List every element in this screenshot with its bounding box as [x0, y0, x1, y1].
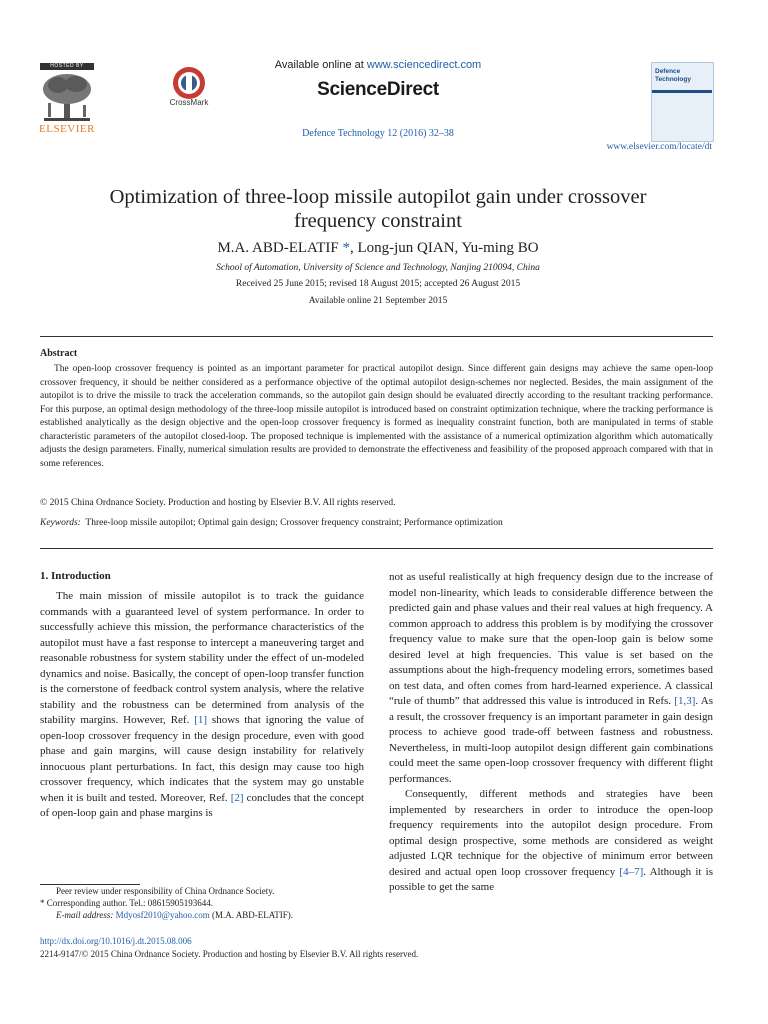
- sciencedirect-logo: ScienceDirect: [317, 79, 439, 100]
- intro-text-1a: The main mission of missile autopilot is to track the guidance commands with a guaranteed level of system performance. In order to successfully achieve this mission, the performance characteristics of the autopilot must have a fast response to intercept a maneuvering target and reasonable robustness for system stability under the effect of un-modeled dynamics and noise. Basically, the concept of open-loop transfer function is the cornerstone of feedback control system analysis, where the relative stability and the robustness can be determined from analysis of the stability margins. However, Ref.: [40, 590, 364, 726]
- citation-link[interactable]: [1,3]: [674, 695, 696, 707]
- paper-title: Optimization of three-loop missile autopilot gain under crossover frequency constraint: [109, 186, 647, 232]
- sciencedirect-link[interactable]: www.sciencedirect.com: [366, 59, 482, 71]
- abstract-copyright: © 2015 China Ordnance Society. Production and hosting by Elsevier B.V. All rights reserved.: [40, 498, 396, 508]
- affiliation: School of Automation, University of Science and Technology, Nanjing 210094, China: [216, 263, 540, 273]
- email-label: E-mail address:: [56, 910, 116, 920]
- abstract-heading: Abstract: [40, 348, 78, 359]
- footnote-email: [40, 910, 364, 922]
- intro-text-3b: . Although it is possible to get the same: [389, 865, 713, 893]
- received-dates: Received 25 June 2015; revised 18 August 2015; accepted 26 August 2015: [235, 279, 521, 289]
- authors-first: M.A. ABD-ELATIF: [217, 240, 343, 256]
- available-prefix: Available online at: [274, 59, 367, 71]
- keywords-list: Three-loop missile autopilot; Optimal gain design; Crossover frequency constraint; Performance optimization: [85, 518, 503, 528]
- journal-homepage-link[interactable]: www.elsevier.com/locate/dt: [606, 142, 712, 152]
- journal-reference[interactable]: Defence Technology 12 (2016) 32–38: [302, 128, 454, 139]
- keywords: [40, 518, 713, 528]
- intro-text-2a: not as useful realistically at high frequency design due to the increase of model non-linearity, which leads to considerable difference between the predicted gain and phase values and their real values at high frequency. A common approach to address this problem is by modifying the crossover frequency value to make sure that the open-loop gain is below some desired level at high frequencies. This value is set based on the assumptions about the high-frequency modeling errors, sometimes based on test data, and often comes from hard-learned experience. A classical “rule of thumb” that addressed this value is introduced in Refs.: [389, 571, 713, 707]
- intro-text-1b: shows that ignoring the value of open-loop crossover frequency in the design procedure, even with good phase and gain margins, will cause design instability for relatively innocuous plant perturbations. In fact, this design may cause too high crossover frequency, which indicates that the system may go unstable when it is built and tested. Moreover, Ref.: [40, 714, 364, 804]
- left-column: [40, 570, 364, 822]
- footnote-peer-review: Peer review under responsibility of China Ordnance Society.: [56, 886, 275, 896]
- intro-text-1c: concludes that the concept of open-loop gain and phase margins is: [40, 791, 364, 819]
- divider-bottom: [40, 548, 713, 549]
- keywords-label: Keywords:: [40, 518, 81, 528]
- corresponding-author-mark[interactable]: *: [342, 240, 350, 256]
- author-list: [100, 240, 656, 257]
- available-online-date: Available online 21 September 2015: [308, 296, 448, 306]
- footnote-rule: [40, 884, 140, 885]
- elsevier-tree-logo: [40, 71, 94, 123]
- citation-link[interactable]: [2]: [230, 791, 244, 804]
- right-column: [389, 570, 713, 896]
- doi-link[interactable]: http://dx.doi.org/10.1016/j.dt.2015.08.006: [40, 936, 192, 946]
- section-heading-introduction: 1. Introduction: [40, 570, 111, 582]
- cover-band: [652, 90, 712, 93]
- elsevier-logo-text: ELSEVIER: [39, 123, 95, 135]
- crossmark-label: CrossMark: [169, 98, 209, 107]
- email-link[interactable]: Mdyosf2010@yahoo.com: [115, 910, 210, 920]
- email-suffix: (M.A. ABD-ELATIF).: [209, 910, 293, 920]
- intro-text-3a: Consequently, different methods and strategies have been implemented by researchers in order to introduce the open-loop frequency requirements into the autopilot design procedure. From optimal design prospective, some methods are considered as weight adjusted LQR technique for the objective of minimum error between desired and actual open loop crossover frequency: [389, 788, 713, 878]
- intro-text-2b: . As a result, the crossover frequency is an important parameter in gain design process to achieve good trade-off between fastness and robustness. Nevertheless, in multi-loop autopilot design different gain combinations could meet the same open-loop crossover frequency with different flight performances.: [389, 695, 713, 785]
- abstract-body: The open-loop crossover frequency is pointed as an important parameter for practical autopilot design. Since different gain designs may achieve the same open-loop crossover frequency, it should be neither considered as a performance objective of the optimal autopilot design-schemes nor neglected. Besides, the main assignment of the autopilot is to drive the missile to track the acceleration commands, so the autopilot gain design should be evaluated directly according to the resultant tracking performance. For this purpose, an optimal design methodology of the three-loop missile autopilot is introduced based on constraint optimization technique, where the tracking performance is established analytically as the design objective and the open-loop crossover frequency is formed as inequality constraint function, both are manipulated in terms of stable characteristic parameters of the autopilot closed-loop. The proposed technique is implemented with the assistance of a numerical optimization algorithm which automatically adjusts the design parameters. Finally, numerical simulation results are provided to demonstrate the effectiveness and feasibility of the proposed approach compared with that in some references.: [40, 364, 713, 469]
- citation-link[interactable]: [4–7]: [619, 865, 644, 878]
- issn-copyright: 2214-9147/© 2015 China Ordnance Society. Production and hosting by Elsevier B.V. All rights reserved.: [40, 949, 419, 959]
- available-online: [230, 59, 526, 71]
- footnote-corresponding: * Corresponding author. Tel.: 08615905193644.: [40, 898, 213, 908]
- authors-rest: , Long-jun QIAN, Yu-ming BO: [349, 240, 539, 256]
- divider-top: [40, 336, 713, 337]
- hosted-by-label: HOSTED BY: [40, 63, 94, 70]
- intro-paragraph-continued: [389, 570, 713, 787]
- intro-paragraph-2: [389, 787, 713, 896]
- citation-link[interactable]: [1]: [194, 714, 208, 726]
- crossmark-icon[interactable]: [172, 66, 206, 100]
- intro-paragraph-1: [40, 589, 364, 822]
- cover-title: Defence Technology: [655, 68, 691, 83]
